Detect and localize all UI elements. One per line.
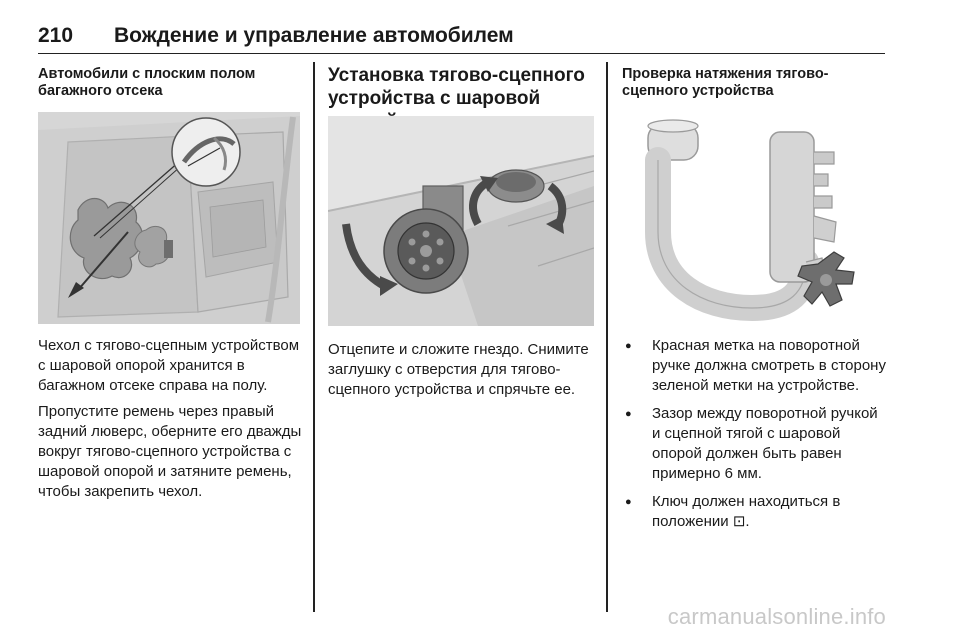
section-body [38, 336, 304, 508]
section-body [328, 340, 594, 406]
column-divider [606, 62, 608, 612]
paragraph: Отцепите и сложите гнездо. Снимите заглушку с отверстия для тягово-сцепного устройства и спрячьте ее. [328, 341, 589, 398]
chapter-title: Вождение и управление автомобилем [114, 24, 514, 47]
trunk-storage-illustration [38, 112, 300, 324]
check-list [622, 336, 888, 540]
section-heading: Автомобили с плоским полом багажного отсека [38, 66, 256, 99]
tow-bar-svg [622, 112, 888, 324]
paragraph: Пропустите ремень через правый задний люверс, оберните его дважды вокруг тягово-сцепного устройства с шаровой опорой и затяните ремень, чтобы закрепить чехол. [38, 403, 302, 500]
list-item: ● Ключ должен находиться в положении ⊡. [622, 492, 888, 532]
list-item: ● Красная метка на поворотной ручке должна смотреть в сторону зеленой метки на устройстве. [622, 336, 888, 396]
column-installation [328, 64, 594, 398]
section-heading: Установка тягово-сцепного устройства с шаровой [328, 65, 585, 109]
tow-bar-illustration [622, 112, 888, 324]
socket-svg [328, 116, 594, 326]
page-header [38, 22, 885, 54]
list-item: ● Зазор между поворотной ручкой и сцепной тягой с шаровой опорой должен быть равен примерно 6 мм. [622, 404, 888, 484]
section-heading: Проверка натяжения тягово-сцепного устройства [622, 66, 829, 99]
column-divider [313, 62, 315, 612]
watermark: carmanualsonline.info [667, 604, 886, 629]
page-number: 210 [38, 24, 74, 47]
trunk-storage-svg [38, 112, 300, 324]
socket-illustration [328, 116, 594, 326]
paragraph: Чехол с тягово-сцепным устройством с шаровой опорой хранится в багажном отсеке справа на полу. [38, 337, 300, 394]
column-flat-floor [38, 64, 302, 500]
column-tension-check [622, 64, 888, 530]
